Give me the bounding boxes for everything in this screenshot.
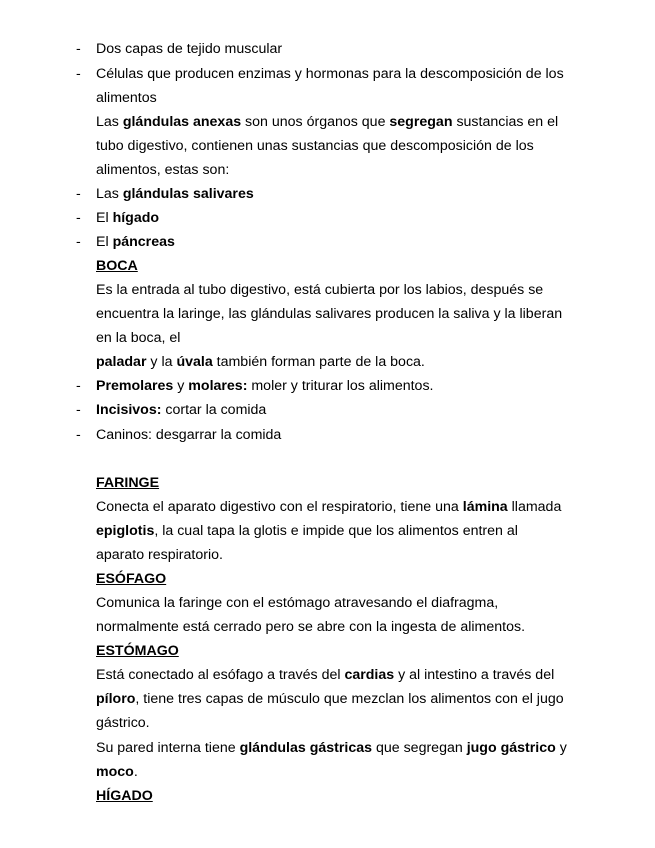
paragraph-line: Está conectado al esófago a través del cardias y al intestino a través del [96,667,555,683]
list-item: Caninos: desgarrar la comida [96,427,282,443]
list-item: Células que producen enzimas y hormonas para la descomposición de los [96,66,564,82]
bullet-dash: - [76,427,81,443]
paragraph-line: Su pared interna tiene glándulas gástricas que segregan jugo gástrico y [96,740,567,756]
paragraph-line: aparato respiratorio. [96,547,223,563]
paragraph-line: píloro, tiene tres capas de músculo que mezclan los alimentos con el jugo [96,691,564,707]
bullet-dash: - [76,41,81,57]
list-item: El hígado [96,210,160,226]
list-item: Dos capas de tejido muscular [96,41,283,57]
paragraph-line: Es la entrada al tubo digestivo, está cubierta por los labios, después se [96,282,544,298]
bullet-dash: - [76,210,81,226]
paragraph-line: alimentos, estas son: [96,162,230,178]
paragraph-line: moco. [96,764,138,780]
section-heading-boca: BOCA [96,258,138,274]
paragraph-line: paladar y la úvala también forman parte de la boca. [96,354,425,370]
list-item: Incisivos: cortar la comida [96,402,267,418]
paragraph-line: Conecta el aparato digestivo con el respiratorio, tiene una lámina llamada [96,499,562,515]
paragraph-line: Comunica la faringe con el estómago atravesando el diafragma, [96,595,499,611]
bullet-dash: - [76,234,81,250]
list-item: Premolares y molares: moler y triturar los alimentos. [96,378,434,394]
paragraph-line: epiglotis, la cual tapa la glotis e impide que los alimentos entren al [96,523,518,539]
paragraph-line: tubo digestivo, contienen unas sustancias que descomposición de los [96,138,534,154]
paragraph-line: normalmente está cerrado pero se abre con la ingesta de alimentos. [96,619,526,635]
section-heading-estomago: ESTÓMAGO [96,643,179,659]
section-heading-esofago: ESÓFAGO [96,571,167,587]
paragraph-line: encuentra la laringe, las glándulas salivares producen la saliva y la liberan [96,306,563,322]
paragraph-line: Las glándulas anexas son unos órganos que segregan sustancias en el [96,114,559,130]
bullet-dash: - [76,378,81,394]
list-item: Las glándulas salivares [96,186,254,202]
paragraph-line: en la boca, el [96,330,181,346]
bullet-dash: - [76,186,81,202]
bullet-dash: - [76,402,81,418]
section-heading-higado: HÍGADO [96,788,153,804]
paragraph-line: gástrico. [96,715,150,731]
list-item: El páncreas [96,234,175,250]
section-heading-faringe: FARINGE [96,475,160,491]
bullet-dash: - [76,66,81,82]
list-item-continuation: alimentos [96,90,157,106]
